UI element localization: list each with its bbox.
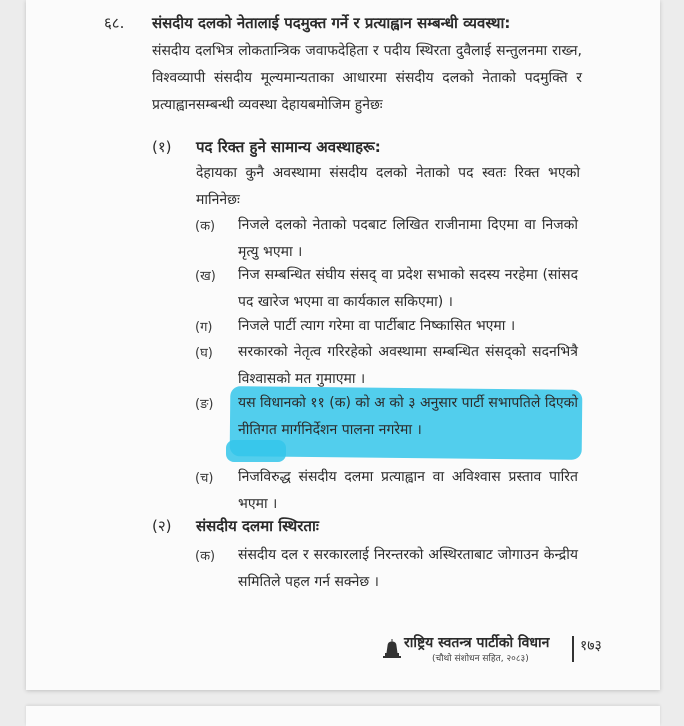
item-mark-gha: (घ) (195, 346, 213, 361)
item-mark-nga: (ङ) (195, 397, 214, 412)
item-text-kha: निज सम्बन्धित संघीय संसद् वा प्रदेश सभाको सदस्य नरहेमा (सांसद पद खारेज भएमा वा कार्यकाल सकिएमा) । (238, 267, 578, 310)
subsection-2-title: संसदीय दलमा स्थिरताः (196, 517, 319, 535)
document-page (26, 0, 660, 690)
item-mark-cha: (च) (195, 471, 214, 486)
footer-divider (572, 636, 574, 662)
subsection-1-intro: देहायका कुनै अवस्थामा संसदीय दलको नेताको पद स्वतः रिक्त भएको मानिनेछः (196, 165, 580, 208)
item-text-ka: निजले दलको नेताको पदबाट लिखित राजीनामा दिएमा वा निजको मृत्यु भएमा । (238, 217, 578, 260)
item-mark-ka: (क) (195, 219, 216, 234)
subsection-1-number: (१) (152, 138, 172, 156)
item-mark-kha: (ख) (195, 269, 216, 284)
item-text-cha: निजविरुद्ध संसदीय दलमा प्रत्याह्वान वा अविश्वास प्रस्ताव पारित भएमा । (238, 469, 578, 512)
page-number: १७३ (580, 638, 602, 654)
bell-icon (382, 638, 402, 660)
item-text-2-ka: संसदीय दल र सरकारलाई निरन्तरको अस्थिरताबाट जोगाउन केन्द्रीय समितिले पहल गर्न सक्नेछ । (238, 547, 578, 590)
item-text-gha: सरकारको नेतृत्व गरिरहेको अवस्थामा सम्बन्धित संसद्को सदनभित्रै विश्वासको मत गुमाएमा । (238, 344, 578, 387)
subsection-2-number: (२) (152, 517, 172, 535)
item-text-ga: निजले पार्टी त्याग गरेमा वा पार्टीबाट निष्कासित भएमा । (238, 318, 516, 334)
section-title: संसदीय दलको नेतालाई पदमुक्त गर्ने र प्रत्याह्वान सम्बन्धी व्यवस्था: (152, 14, 511, 32)
next-page-edge (26, 706, 660, 726)
footer-subtitle: (चौथो संशोधन सहित, २०८३) (432, 654, 529, 664)
item-text-nga: यस विधानको ११ (क) को अ को ३ अनुसार पार्टी सभापतिले दिएको नीतिगत मार्गनिर्देशन पालना नगरेमा । (238, 395, 579, 438)
footer-title: राष्ट्रिय स्वतन्त्र पार्टीको विधान (404, 635, 550, 651)
section-intro: संसदीय दलभित्र लोकतान्त्रिक जवाफदेहिता र पदीय स्थिरता दुवैलाई सन्तुलनमा राख्न, विश्वव्यापी संसदीय मूल्यमान्यताका आधारमा संसदीय दलको नेताको पदमुक्ति र प्रत्याह्वानसम्बन्धी व्यवस्था देहायबमोजिम हुनेछः (152, 43, 582, 113)
item-mark-ga: (ग) (195, 320, 213, 335)
section-number: ६८. (104, 14, 125, 32)
subsection-1-title: पद रिक्त हुने सामान्य अवस्थाहरू: (196, 138, 381, 156)
item-mark-2-ka: (क) (195, 549, 216, 564)
